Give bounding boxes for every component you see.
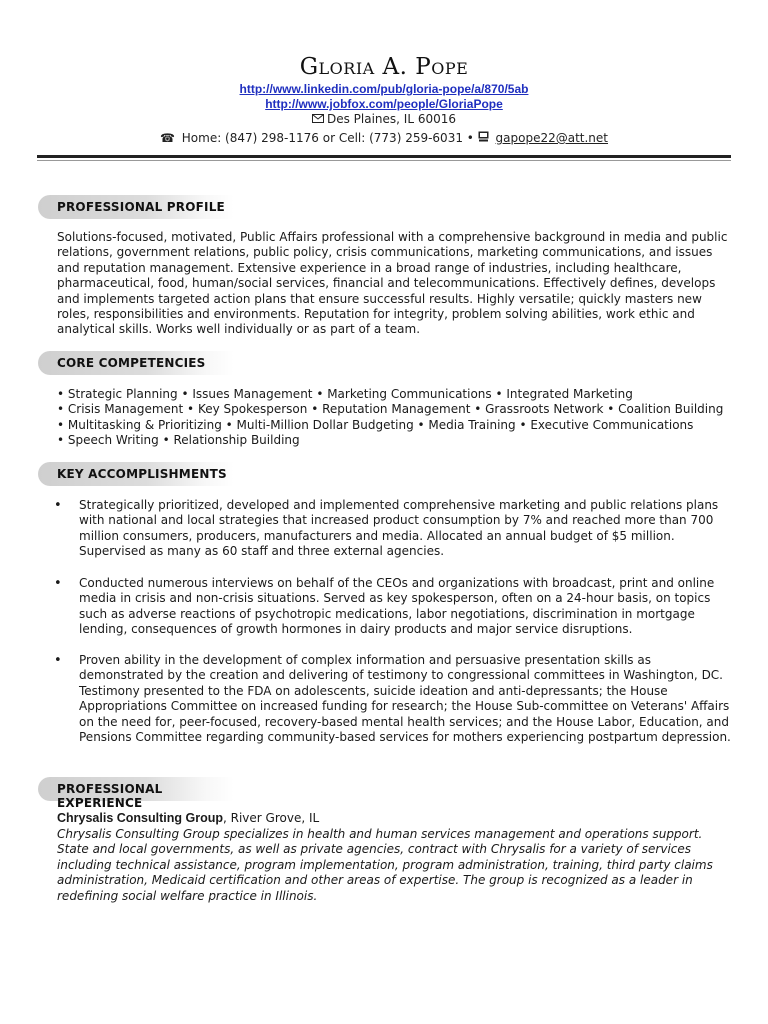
phone-text: Home: (847) 298-1176 or Cell: (773) 259-6031	[181, 131, 463, 145]
company-location: , River Grove, IL	[223, 811, 320, 825]
section-header-accomplishments	[38, 462, 234, 486]
section-header-profile	[38, 195, 234, 219]
address-line	[0, 112, 768, 126]
section-header-competencies	[38, 351, 234, 375]
envelope-icon	[312, 112, 324, 126]
header-divider-thin	[37, 160, 731, 161]
jobfox-link[interactable]: http://www.jobfox.com/people/GloriaPope	[265, 97, 503, 111]
telephone-icon: ☎	[159, 131, 175, 145]
contact-separator: •	[466, 131, 474, 145]
contact-line	[0, 131, 768, 145]
section-title: PROFESSIONAL EXPERIENCE	[57, 782, 163, 810]
section-title: PROFESSIONAL PROFILE	[57, 200, 225, 214]
accomplishments-list	[54, 576, 734, 638]
address-text: Des Plaines, IL 60016	[326, 112, 457, 126]
computer-icon	[478, 131, 489, 145]
list-item: • Conducted numerous interviews on behalf of the CEOs and organizations with broadcast, print and online media in crisis and non-crisis situations. Served as key spokesperson, often on a 24-hour basis, on topics such as adverse reactions of psychotropic medications, labor negotiations, discrimination in mortgage lending, consequences of growth hormones in dairy products and major service disruptions.	[54, 576, 734, 638]
list-item: • Proven ability in the development of complex information and persuasive presentation skills as demonstrated by the creation and delivering of testimony to congressional committees in Washington, DC. Testimony presented to the FDA on adolescents, suicide ideation and anti-depressants; the House Appropriations Committee on increased funding for research; the House Sub-committee on Veterans' Affairs on the need for, peer-focused, recovery-based mental health services; and the House Labor, Education, and Pensions Committee regarding community-based services for mothers experiencing postpartum depression.	[54, 653, 734, 745]
competencies-list	[57, 387, 733, 449]
candidate-name: Gloria A. Pope	[299, 54, 469, 80]
email-link[interactable]: gapope22@att.net	[495, 131, 609, 145]
company-line	[57, 811, 319, 825]
profile-text: Solutions-focused, motivated, Public Affairs professional with a comprehensive background in media and public relations, government relations, public policy, crisis communications, marketing communications, and issues and reputation management. Extensive experience in a broad range of industries, including healthcare, pharmaceutical, food, human/social services, financial and telecommunications. Effectively defines, develops and implements targeted action plans that ensure successful results. Highly versatile; quickly masters new roles, responsibilities and environments. Reputation for integrity, problem solving abilities, work ethic and analytical skills. Works well individually or as part of a team.	[57, 230, 728, 337]
list-item: • Strategically prioritized, developed and implemented comprehensive marketing and public relations plans with national and local strategies that increased product consumption by 7% and reached more than 700 million consumers, producers, manufacturers and media. Allocated an annual budget of $5 million. Supervised as many as 60 staff and three external agencies.	[54, 498, 734, 560]
linkedin-link[interactable]: http://www.linkedin.com/pub/gloria-pope/a/870/5ab	[239, 82, 529, 96]
competency-line: • Strategic Planning • Issues Management • Marketing Communications • Integrated Marketing	[57, 387, 633, 401]
section-title: KEY ACCOMPLISHMENTS	[57, 467, 227, 481]
section-title: CORE COMPETENCIES	[57, 356, 206, 370]
competency-line: • Multitasking & Prioritizing • Multi-Million Dollar Budgeting • Media Training • Executive Communications	[57, 417, 694, 432]
competency-line: • Crisis Management • Key Spokesperson • Reputation Management • Grassroots Network • Coalition Building	[57, 402, 724, 417]
accomplishments-list	[54, 498, 734, 560]
accomplishments-list	[54, 653, 734, 745]
company-name: Chrysalis Consulting Group	[57, 811, 223, 825]
header-divider	[37, 155, 731, 158]
company-description: Chrysalis Consulting Group specializes in health and human services management and operations support. State and local governments, as well as private agencies, contract with Chrysalis for a variety of services including technical assistance, program implementation, program administration, training, third party claims administration, Medicaid certification and other areas of expertise. The group is recognized as a leader in redefining social welfare practice in Illinois.	[57, 827, 713, 903]
section-header-experience	[38, 777, 234, 810]
competency-line: • Speech Writing • Relationship Building	[57, 433, 300, 448]
